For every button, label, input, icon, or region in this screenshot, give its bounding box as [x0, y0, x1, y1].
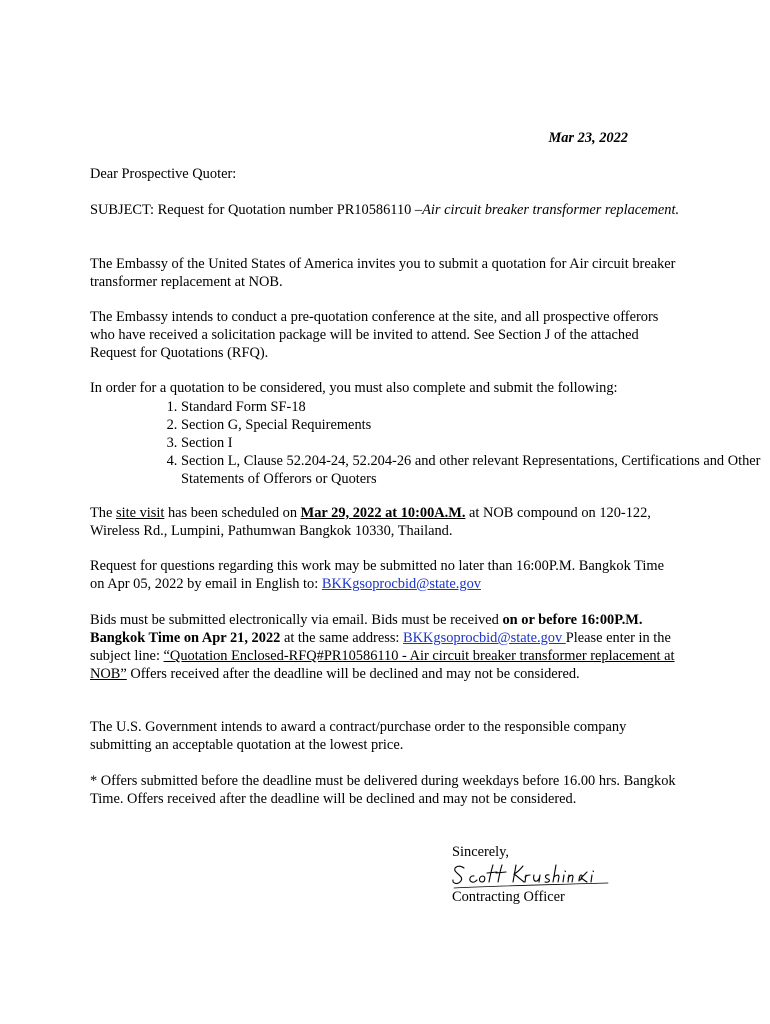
bids-deadline: on or before 16:00P.M. Bangkok Time on Apr 21, 2022: [90, 612, 643, 646]
signature-image: [450, 861, 610, 889]
bids-paragraph: [90, 611, 680, 683]
list-item: 1. Standard Form SF-18: [181, 398, 770, 416]
subject-suffix: .: [675, 202, 680, 218]
questions-text: Request for questions regarding this work may be submitted no later than 16:00P.M. Bangkok Time on Apr 05, 2022 by email in English to:: [90, 558, 664, 592]
subject-prefix: SUBJECT: Request for Quotation number PR10586110 –: [90, 202, 423, 218]
list-item: 3. Section I: [181, 434, 770, 452]
invitation-paragraph: The Embassy of the United States of America invites you to submit a quotation for Air circuit breaker transformer replacement at NOB.: [90, 256, 676, 290]
site-visit-link[interactable]: site visit: [115, 505, 165, 521]
list-item: 2. Section G, Special Requirements: [181, 416, 770, 434]
bids-text: at the same address:: [280, 630, 404, 646]
site-visit-address: at NOB compound on 120-122, Wireless Rd., Lumpini, Pathumwan Bangkok 10330, Thailand.: [90, 505, 651, 539]
bids-text: Offers received after the deadline will be declined and may not be considered.: [126, 666, 580, 682]
requirements-list: [90, 398, 770, 488]
award-paragraph: The U.S. Government intends to award a contract/purchase order to the responsible company submitting an acceptable quotation at the lowest price.: [90, 719, 627, 753]
requirements-intro: In order for a quotation to be considered, you must also complete and submit the following:: [90, 380, 618, 396]
signer-title: Contracting Officer: [452, 889, 565, 905]
questions-paragraph: [90, 557, 680, 593]
letter-date: Mar 23, 2022: [548, 130, 628, 146]
subject-title: Air circuit breaker transformer replacement: [422, 202, 676, 218]
site-visit-text: The: [90, 505, 116, 521]
bids-email-link[interactable]: BKKgsoprocbid@state.gov: [403, 630, 566, 646]
note-paragraph: * Offers submitted before the deadline must be delivered during weekdays before 16.00 hrs. Bangkok Time. Offers received after the deadline will be declined and may not be considered.: [90, 773, 676, 807]
bids-text: Please enter in the subject line:: [90, 630, 671, 664]
closing: Sincerely,: [452, 844, 510, 860]
conference-paragraph: The Embassy intends to conduct a pre-quotation conference at the site, and all prospective offerors who have received a solicitation package will be invited to attend. See Section J of the attached Request for Quotations (RFQ).: [90, 309, 659, 361]
salutation: Dear Prospective Quoter:: [90, 166, 237, 182]
subject-line: [90, 201, 680, 219]
bids-subject-line: “Quotation Enclosed-RFQ#PR10586110 - Air circuit breaker transformer replacement at NOB”: [90, 648, 675, 682]
site-visit-paragraph: [90, 504, 680, 540]
questions-email-link[interactable]: BKKgsoprocbid@state.gov: [321, 576, 481, 592]
signature-block: [452, 843, 652, 906]
list-item: 4. Section L, Clause 52.204-24, 52.204-26 and other relevant Representations, Certifications and Other Statements of Offerors or Quoters: [181, 452, 770, 488]
bids-text: Bids must be submitted electronically via email. Bids must be received: [90, 612, 503, 628]
site-visit-date: Mar 29, 2022 at 10:00A.M.: [300, 505, 466, 521]
site-visit-text: has been scheduled on: [164, 505, 301, 521]
